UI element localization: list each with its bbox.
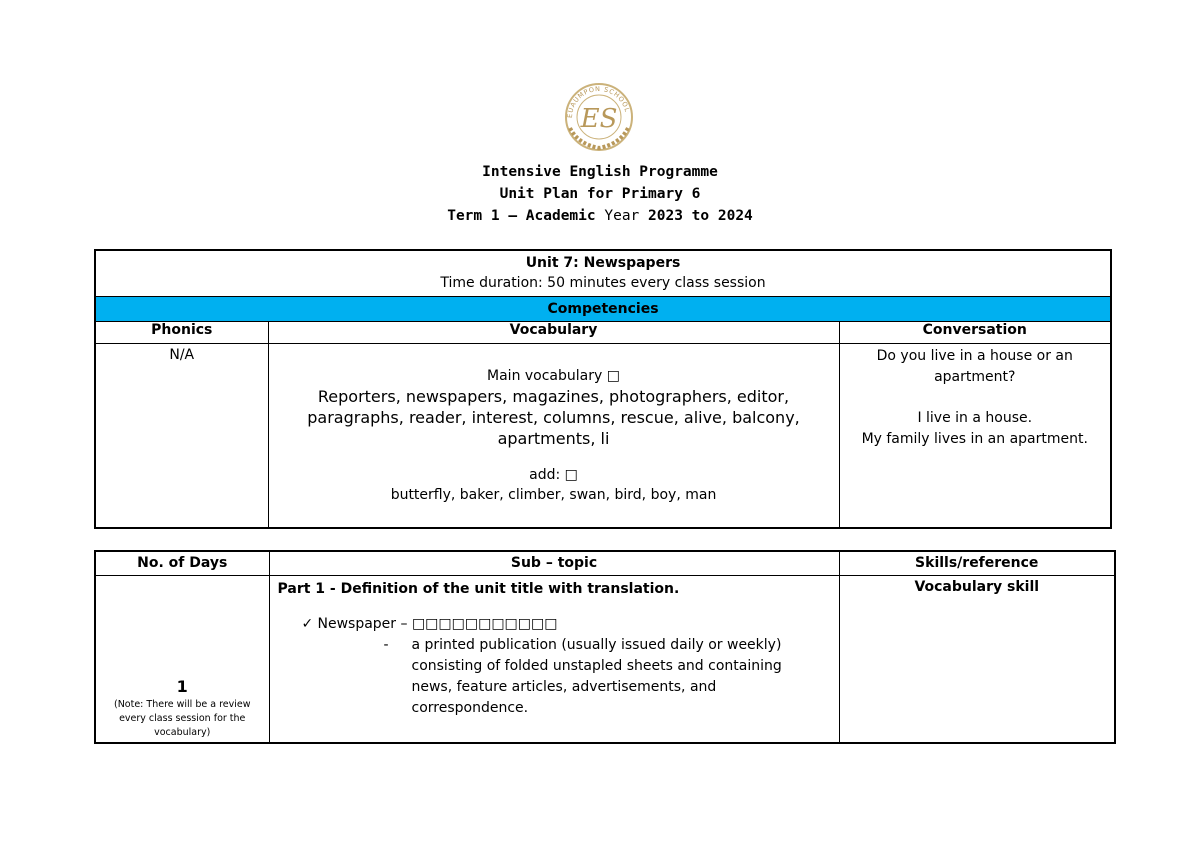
competencies-header: Competencies [95,297,1111,322]
term-text: Newspaper – □□□□□□□□□□□ [317,615,558,632]
conversation-answer-2: My family lives in an apartment. [861,431,1088,447]
logo-initials: ES [580,104,618,134]
vocabulary-cell [268,344,839,528]
unit-title: Unit 7: Newspapers [525,255,681,271]
unit-title-cell [95,250,1111,297]
col-header-skills: Skills/reference [839,551,1115,575]
definition-item [278,635,835,719]
col-header-phonics: Phonics [95,322,268,344]
school-logo [558,82,640,152]
unit-competencies-table [94,249,1112,529]
add-vocabulary-label: add: □ [529,467,578,483]
lesson-plan-table [94,550,1116,744]
subtopic-cell [269,575,839,743]
day-cell [95,575,269,743]
col-header-conversation: Conversation [839,322,1111,344]
phonics-cell: N/A [95,344,268,528]
col-header-subtopic: Sub – topic [269,551,839,575]
conversation-answer-1: I live in a house. [917,410,1033,426]
logo-arc-text: EUAUMPON SCHOOL [565,84,632,119]
add-vocabulary-list: butterfly, baker, climber, swan, bird, boy, man [390,487,717,503]
day-number: 1 [176,677,188,696]
conversation-cell [839,344,1111,528]
term-line: Term 1 – Academic Year 2023 to 2024 [447,208,753,224]
definition-dash: - [383,636,389,653]
unit-plan-title: Unit Plan for Primary 6 [499,186,701,202]
term-item [278,614,835,635]
skills-cell: Vocabulary skill [839,575,1115,743]
time-duration: Time duration: 50 minutes every class session [440,275,766,291]
col-header-days: No. of Days [95,551,269,575]
programme-title: Intensive English Programme [482,164,718,180]
definition-text: a printed publication (usually issued daily or weekly) consisting of folded unstapled sheets and containing news, feature articles, advertisements, and correspondence. [411,636,782,716]
main-vocabulary-list: Reporters, newspapers, magazines, photographers, editor, paragraphs, reader, interest, columns, rescue, alive, balcony, apartments, li [307,387,800,448]
part-title: Part 1 - Definition of the unit title with translation. [277,580,680,597]
conversation-question: Do you live in a house or an apartment? [876,348,1073,385]
col-header-vocabulary: Vocabulary [268,322,839,344]
checkmark-icon: ✓ [301,615,314,632]
day-note: (Note: There will be a review every class session for the vocabulary) [113,699,251,738]
main-vocabulary-label: Main vocabulary □ [487,368,620,384]
document-header [0,161,1200,227]
